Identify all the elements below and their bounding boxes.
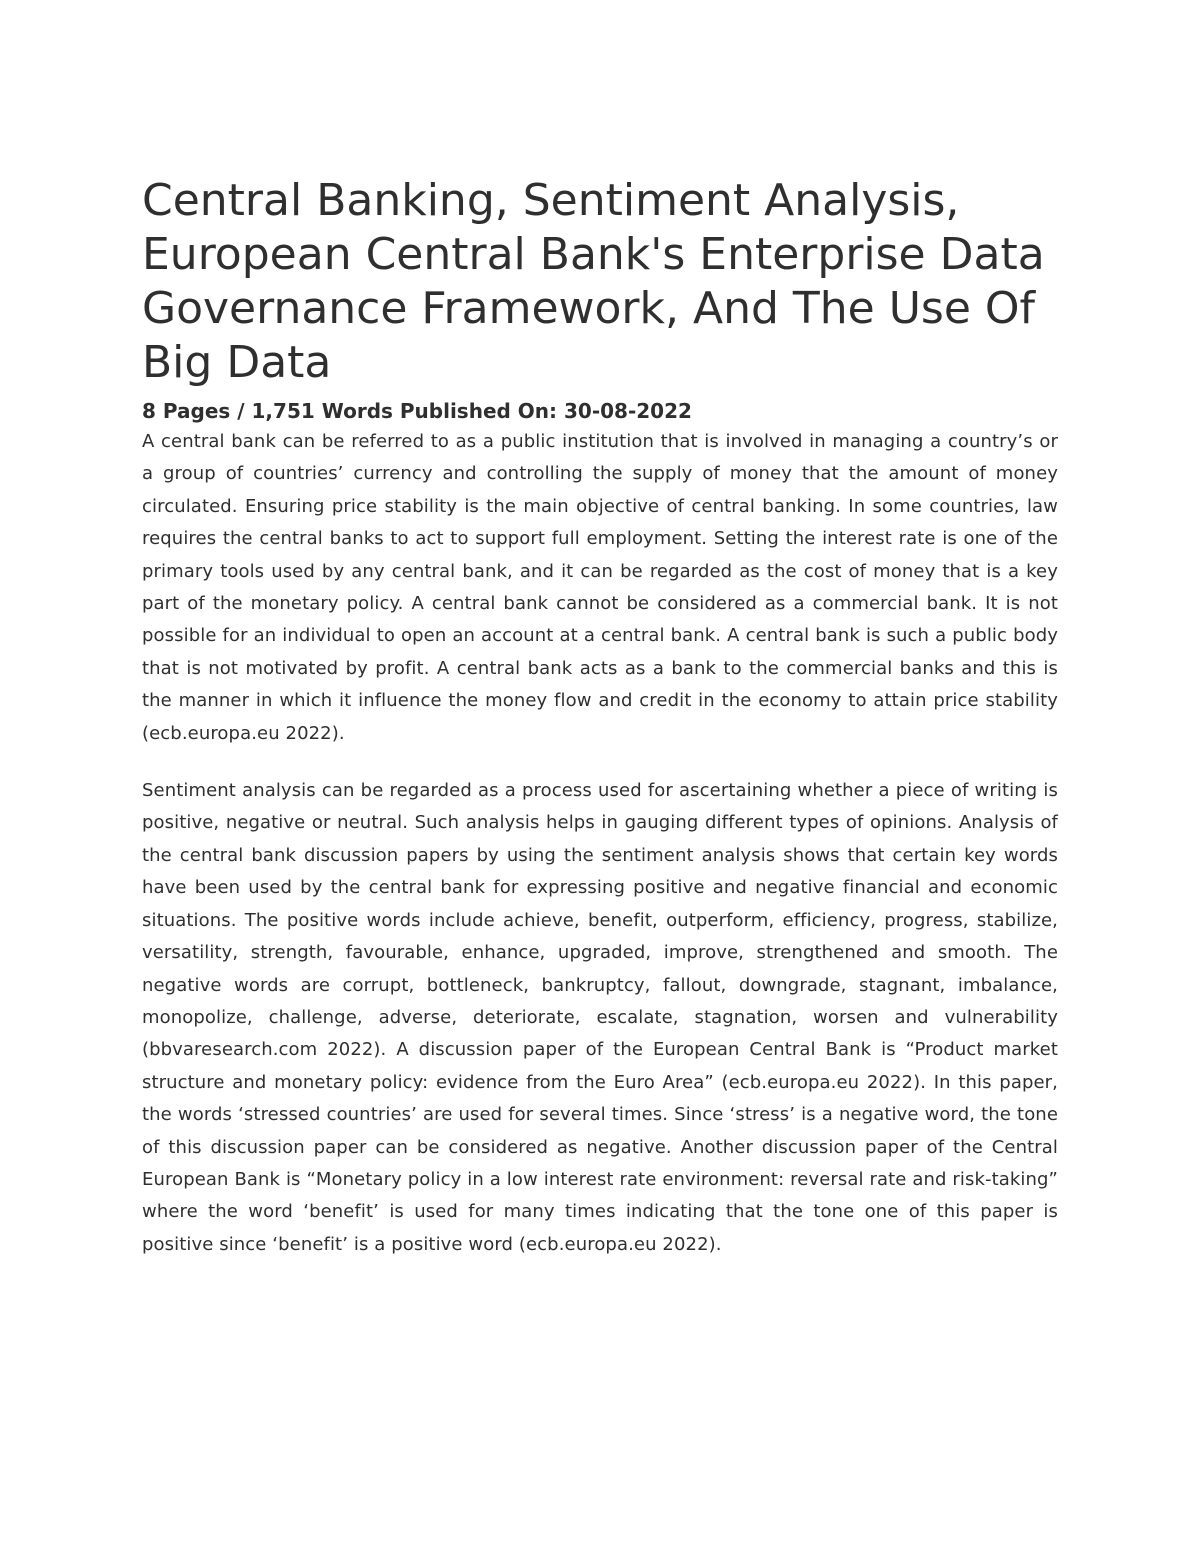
document-title: Central Banking, Sentiment Analysis, European Central Bank's Enterprise Data Governance Framework, And The Use Of Big Data bbox=[142, 175, 1045, 388]
document-page bbox=[142, 174, 1058, 1261]
document-meta: 8 Pages / 1,751 Words Published On: 30-08-2022 bbox=[142, 399, 692, 423]
paragraph-sentiment-analysis: Sentiment analysis can be regarded as a process used for ascertaining whether a piece of writing is positive, negative or neutral. Such analysis helps in gauging different types of opinions. Analysis of the central bank discussion papers by using the sentiment analysis shows that certain key words have been used by the central bank for expressing positive and negative financial and economic situations. The positive words include achieve, benefit, outperform, efficiency, progress, stabilize, versatility, strength, favourable, enhance, upgraded, improve, strengthened and smooth. The negative words are corrupt, bottleneck, bankruptcy, fallout, downgrade, stagnant, imbalance, monopolize, challenge, adverse, deteriorate, escalate, stagnation, worsen and vulnerability (bbvaresearch.com 2022). A discussion paper of the European Central Bank is “Product market structure and monetary policy: evidence from the Euro Area” (ecb.europa.eu 2022). In this paper, the words ‘stressed countries’ are used for several times. Since ‘stress’ is a negative word, the tone of this discussion paper can be considered as negative. Another discussion paper of the Central European Bank is “Monetary policy in a low interest rate environment: reversal rate and risk-taking” where the word ‘benefit’ is used for many times indicating that the tone one of this paper is positive since ‘benefit’ is a positive word (ecb.europa.eu 2022). bbox=[142, 780, 1058, 1255]
paragraph-central-banking: A central bank can be referred to as a public institution that is involved in managing a country’s or a group of countries’ currency and controlling the supply of money that the amount of money circulated. Ensuring price stability is the main objective of central banking. In some countries, law requires the central banks to act to support full employment. Setting the interest rate is one of the primary tools used by any central bank, and it can be regarded as the cost of money that is a key part of the monetary policy. A central bank cannot be considered as a commercial bank. It is not possible for an individual to open an account at a central bank. A central bank is such a public body that is not motivated by profit. A central bank acts as a bank to the commercial banks and this is the manner in which it influence the money flow and credit in the economy to attain price stability (ecb.europa.eu 2022). bbox=[142, 431, 1058, 744]
